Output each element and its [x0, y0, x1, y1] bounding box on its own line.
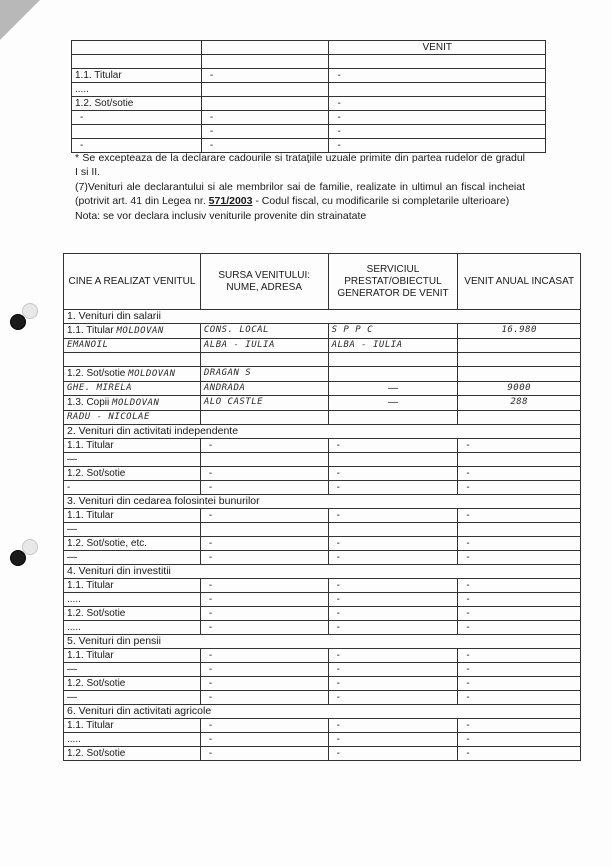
table-cell: - — [200, 509, 328, 523]
section-header-row — [64, 495, 581, 509]
section-title: 4. Venituri din investitii — [64, 565, 581, 579]
table-cell: - — [458, 481, 581, 495]
table-row — [64, 649, 581, 663]
table-cell: ..... — [64, 621, 201, 635]
law-number: 571/2003 — [208, 194, 253, 207]
table-row — [64, 439, 581, 453]
header-cine: CINE A REALIZAT VENITUL — [64, 254, 201, 310]
table-cell — [200, 523, 328, 537]
section-title: 3. Venituri din cedarea folosintei bunurilor — [64, 495, 581, 509]
table-cell: - — [458, 607, 581, 621]
table-cell: ..... — [64, 593, 201, 607]
top-row-label: 1.1. Titular — [72, 69, 202, 83]
table-cell: - — [200, 537, 328, 551]
table-cell: - — [200, 691, 328, 705]
table-cell: — — [64, 691, 201, 705]
table-cell — [328, 523, 458, 537]
footnote-star: * Se excepteaza de la declarare cadourile si trataţiile uzuale primite din partea rudelor de gradul I si II. — [75, 152, 525, 178]
table-cell: ..... — [64, 733, 201, 747]
notes-block — [75, 152, 525, 226]
table-cell: - — [458, 467, 581, 481]
table-cell: — — [64, 453, 201, 467]
table-cell: - — [458, 621, 581, 635]
header-serviciul: SERVICIUL PRESTAT/OBIECTUL GENERATOR DE VENIT — [328, 254, 458, 310]
table-cell: - — [458, 691, 581, 705]
section-header-row — [64, 425, 581, 439]
table-row — [64, 509, 581, 523]
table-cell: - — [200, 719, 328, 733]
table-cell: - — [200, 481, 328, 495]
table-cell: - — [200, 747, 328, 761]
table-cell: — — [64, 663, 201, 677]
table-cell: - — [200, 579, 328, 593]
table-cell: - — [200, 593, 328, 607]
table-cell: - — [200, 621, 328, 635]
table-cell: 1.2. Sot/sotie — [64, 607, 201, 621]
top-income-table: VENIT 1.1. Titular - - ..... 1.2. Sot/sotie - - - - - - - - - — [71, 40, 546, 153]
section-title: 2. Venituri din activitati independente — [64, 425, 581, 439]
table-cell — [458, 453, 581, 467]
table-row — [64, 467, 581, 481]
table-cell: - — [458, 579, 581, 593]
table-row — [64, 537, 581, 551]
table-cell: - — [328, 649, 458, 663]
table-cell: - — [200, 439, 328, 453]
header-venit: VENIT ANUAL INCASAT — [458, 254, 581, 310]
table-cell: - — [200, 649, 328, 663]
section-title: 6. Venituri din activitati agricole — [64, 705, 581, 719]
table-row — [64, 719, 581, 733]
section-header-row — [64, 705, 581, 719]
table-cell: - — [328, 733, 458, 747]
section-header-row — [64, 635, 581, 649]
table-cell: - — [458, 509, 581, 523]
table-cell: - — [328, 579, 458, 593]
section-7-intro: (7)Venituri ale declarantului si ale membrilor sai de familie, realizate in ultimul an fiscal incheiat (potrivit art. 41 din Legea nr. 571/2003 - Codul fiscal, cu modificarile si completarile ulterioare) — [75, 181, 525, 207]
table-cell: - — [328, 593, 458, 607]
table-cell: 1.1. Titular — [64, 649, 201, 663]
table-cell — [328, 453, 458, 467]
table-cell: - — [328, 509, 458, 523]
table-cell — [200, 453, 328, 467]
table-cell: 1.2. Sot/sotie — [64, 467, 201, 481]
table-cell: - — [328, 537, 458, 551]
table-row — [64, 733, 581, 747]
table-cell: - — [458, 537, 581, 551]
table-cell — [458, 523, 581, 537]
table-cell: 1.1. Titular — [64, 719, 201, 733]
table-row — [64, 481, 581, 495]
table-cell: - — [200, 733, 328, 747]
section-header-row — [64, 565, 581, 579]
table-cell: 1.1. Titular — [64, 439, 201, 453]
table-cell: - — [328, 621, 458, 635]
table-cell: 1.2. Sot/sotie, etc. — [64, 537, 201, 551]
table-cell: 1.2. Sot/sotie — [64, 677, 201, 691]
table-row — [64, 747, 581, 761]
table-cell: - — [328, 747, 458, 761]
table-cell: - — [328, 481, 458, 495]
table-row — [64, 677, 581, 691]
table-row — [64, 579, 581, 593]
income-table: CINE A REALIZAT VENITUL SURSA VENITULUI: NUME, ADRESA SERVICIUL PRESTAT/OBIECTUL GENERATOR DE VENIT VENIT ANUAL INCASAT 1. Venituri din salarii 1.1. Titular MOLDOVAN CONS. LOCAL S P P C 16.980 EMANOIL ALBA - IULIA ALBA - IULIA 1.2. Sot/sotie MOLDOVAN DRAGAN S GHE. MIRELA ANDRADA — 9000 1.3. Copii MOLDOVAN ALO CASTLE — 288 RADU - NICOLAE 2. Venituri din activitati independente 1.1. Titular - - - — 1.2. Sot/sotie - - - - - - - 3. Venituri din cedarea folosintei bunurilor 1.1. Titular - - - — 1.2. Sot/sotie, etc. - - - — - - - 4. Venituri din investitii 1.1. Titular - - - ..... - - - 1.2. Sot/sotie - - - ..... - - - 5. Venituri din pensii 1.1. Titular - - - — - - - 1.2. Sot/sotie - - - — - - - 6. Venituri din activitati agricole 1.1. Titular - - - ..... - - - 1.2. Sot/sotie - - - — [63, 253, 581, 761]
table-cell: - — [328, 691, 458, 705]
table-cell: 1.1. Titular — [64, 509, 201, 523]
punch-hole-shadow — [10, 314, 26, 330]
table-row — [64, 607, 581, 621]
table-cell: - — [458, 733, 581, 747]
table-cell: - — [458, 677, 581, 691]
table-row — [64, 663, 581, 677]
table-cell: — — [64, 523, 201, 537]
table-cell: - — [328, 439, 458, 453]
table-row — [64, 453, 581, 467]
table-cell: - — [328, 719, 458, 733]
table-cell: - — [458, 747, 581, 761]
folded-corner — [0, 0, 40, 40]
table-cell: - — [200, 551, 328, 565]
table-cell: 1.2. Sot/sotie — [64, 747, 201, 761]
table-cell: - — [328, 551, 458, 565]
table-cell: - — [328, 677, 458, 691]
table-cell: - — [458, 663, 581, 677]
table-cell: - — [200, 663, 328, 677]
table-row — [64, 691, 581, 705]
table-row — [64, 523, 581, 537]
table-row — [64, 551, 581, 565]
table-cell: - — [328, 663, 458, 677]
section-title: 1. Venituri din salarii — [64, 310, 581, 324]
table-row — [64, 621, 581, 635]
table-cell: - — [64, 481, 201, 495]
punch-hole-shadow — [10, 550, 26, 566]
table-cell: 1.1. Titular — [64, 579, 201, 593]
table-cell: - — [458, 593, 581, 607]
table-cell: - — [200, 607, 328, 621]
table-cell: - — [458, 719, 581, 733]
table-cell: - — [458, 649, 581, 663]
venit-header: VENIT — [329, 41, 546, 55]
section-title: 5. Venituri din pensii — [64, 635, 581, 649]
table-cell: — — [64, 551, 201, 565]
nota: Nota: se vor declara inclusiv veniturile provenite din strainatate — [75, 210, 367, 222]
table-cell: - — [458, 551, 581, 565]
table-cell: - — [328, 467, 458, 481]
table-row — [64, 593, 581, 607]
table-cell: - — [458, 439, 581, 453]
table-cell: - — [200, 467, 328, 481]
table-cell: - — [200, 677, 328, 691]
income-sections — [64, 425, 581, 761]
table-cell: - — [328, 607, 458, 621]
header-sursa: SURSA VENITULUI: NUME, ADRESA — [200, 254, 328, 310]
